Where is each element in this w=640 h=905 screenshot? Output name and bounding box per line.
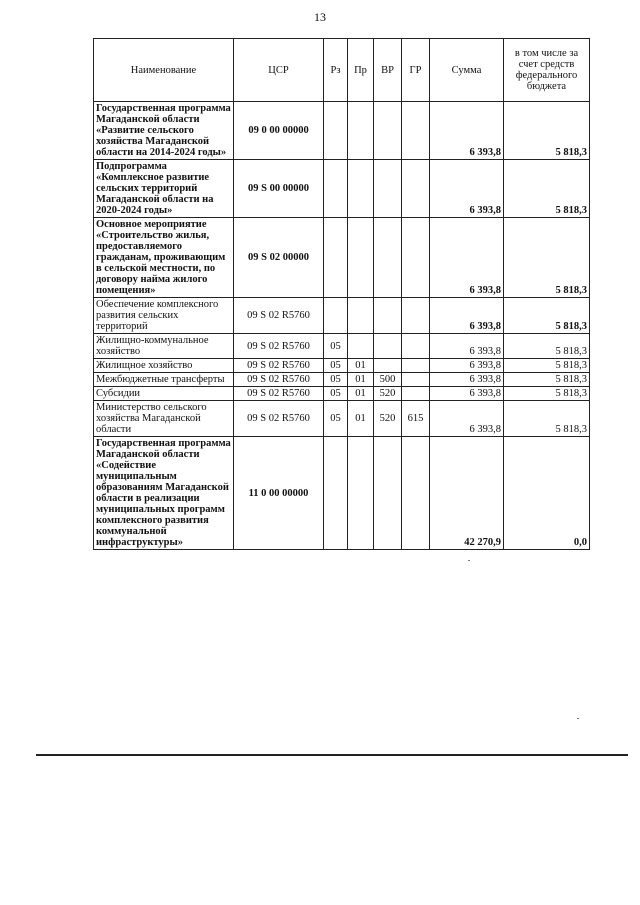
row-gr <box>402 102 430 160</box>
row-name: Жилищное хозяйство <box>94 359 234 373</box>
scan-speck <box>577 718 579 719</box>
table-row <box>94 160 590 218</box>
row-pr <box>348 437 374 550</box>
row-gr: 615 <box>402 401 430 437</box>
row-pr: 01 <box>348 373 374 387</box>
row-csr: 09 0 00 00000 <box>234 102 324 160</box>
header-rz: Рз <box>324 39 348 102</box>
table-row <box>94 102 590 160</box>
row-name: Министерство сельского хозяйства Магаданской области <box>94 401 234 437</box>
row-sum: 6 393,8 <box>430 359 504 373</box>
row-federal: 5 818,3 <box>504 387 590 401</box>
table-row <box>94 298 590 334</box>
row-vr <box>374 437 402 550</box>
row-gr <box>402 387 430 401</box>
row-rz: 05 <box>324 359 348 373</box>
row-rz: 05 <box>324 373 348 387</box>
row-csr: 09 S 02 R5760 <box>234 401 324 437</box>
table-row <box>94 437 590 550</box>
row-vr <box>374 359 402 373</box>
row-federal: 0,0 <box>504 437 590 550</box>
row-rz: 05 <box>324 334 348 359</box>
table-row <box>94 218 590 298</box>
row-sum: 42 270,9 <box>430 437 504 550</box>
row-federal: 5 818,3 <box>504 401 590 437</box>
row-csr: 09 S 02 R5760 <box>234 334 324 359</box>
footer-rule <box>36 754 628 756</box>
row-rz <box>324 437 348 550</box>
row-sum: 6 393,8 <box>430 298 504 334</box>
row-vr <box>374 160 402 218</box>
row-federal: 5 818,3 <box>504 359 590 373</box>
row-pr <box>348 334 374 359</box>
row-gr <box>402 334 430 359</box>
row-rz: 05 <box>324 401 348 437</box>
row-csr: 09 S 02 R5760 <box>234 298 324 334</box>
row-pr: 01 <box>348 359 374 373</box>
table-row <box>94 359 590 373</box>
row-csr: 09 S 02 R5760 <box>234 387 324 401</box>
row-csr: 11 0 00 00000 <box>234 437 324 550</box>
header-gr: ГР <box>402 39 430 102</box>
row-federal: 5 818,3 <box>504 334 590 359</box>
row-vr: 520 <box>374 401 402 437</box>
row-name: Субсидии <box>94 387 234 401</box>
row-name: Основное мероприятие «Строительство жилья, предоставляемого гражданам, проживающим в сельской местности, по договору найма жилого помещения» <box>94 218 234 298</box>
row-gr <box>402 373 430 387</box>
row-federal: 5 818,3 <box>504 218 590 298</box>
row-csr: 09 S 02 R5760 <box>234 359 324 373</box>
row-rz <box>324 160 348 218</box>
row-vr <box>374 218 402 298</box>
row-name: Жилищно-коммунальное хозяйство <box>94 334 234 359</box>
row-rz: 05 <box>324 387 348 401</box>
table-row <box>94 387 590 401</box>
row-gr <box>402 298 430 334</box>
header-vr: ВР <box>374 39 402 102</box>
header-sum: Сумма <box>430 39 504 102</box>
table-row <box>94 373 590 387</box>
row-vr: 520 <box>374 387 402 401</box>
row-pr <box>348 160 374 218</box>
header-federal: в том числе за счет средств федерального бюджета <box>504 39 590 102</box>
row-gr <box>402 218 430 298</box>
row-gr <box>402 160 430 218</box>
row-rz <box>324 218 348 298</box>
table-header-row <box>94 39 590 102</box>
budget-table <box>93 38 590 550</box>
row-sum: 6 393,8 <box>430 334 504 359</box>
row-vr <box>374 334 402 359</box>
row-vr <box>374 102 402 160</box>
row-vr: 500 <box>374 373 402 387</box>
row-federal: 5 818,3 <box>504 102 590 160</box>
row-sum: 6 393,8 <box>430 373 504 387</box>
row-federal: 5 818,3 <box>504 373 590 387</box>
scan-speck <box>468 560 470 561</box>
row-name: Обеспечение комплексного развития сельских территорий <box>94 298 234 334</box>
row-pr: 01 <box>348 387 374 401</box>
row-pr: 01 <box>348 401 374 437</box>
table-row <box>94 334 590 359</box>
row-csr: 09 S 02 00000 <box>234 218 324 298</box>
row-sum: 6 393,8 <box>430 102 504 160</box>
row-pr <box>348 218 374 298</box>
row-gr <box>402 359 430 373</box>
row-pr <box>348 102 374 160</box>
row-sum: 6 393,8 <box>430 160 504 218</box>
row-name: Межбюджетные трансферты <box>94 373 234 387</box>
row-name: Государственная программа Магаданской области «Содействие муниципальным образованиям Магаданской области в реализации муниципальных программ комплексного развития коммунальной инфраструктуры» <box>94 437 234 550</box>
row-rz <box>324 102 348 160</box>
row-csr: 09 S 02 R5760 <box>234 373 324 387</box>
header-csr: ЦСР <box>234 39 324 102</box>
page-number: 13 <box>314 10 326 24</box>
table-row <box>94 401 590 437</box>
row-rz <box>324 298 348 334</box>
row-name: Подпрограмма «Комплексное развитие сельских территорий Магаданской области на 2020-2024 годы» <box>94 160 234 218</box>
row-pr <box>348 298 374 334</box>
row-sum: 6 393,8 <box>430 401 504 437</box>
row-federal: 5 818,3 <box>504 298 590 334</box>
header-pr: Пр <box>348 39 374 102</box>
header-name: Наименование <box>94 39 234 102</box>
row-sum: 6 393,8 <box>430 218 504 298</box>
row-federal: 5 818,3 <box>504 160 590 218</box>
row-name: Государственная программа Магаданской области «Развитие сельского хозяйства Магаданской области на 2014-2024 годы» <box>94 102 234 160</box>
row-vr <box>374 298 402 334</box>
row-csr: 09 S 00 00000 <box>234 160 324 218</box>
row-sum: 6 393,8 <box>430 387 504 401</box>
row-gr <box>402 437 430 550</box>
